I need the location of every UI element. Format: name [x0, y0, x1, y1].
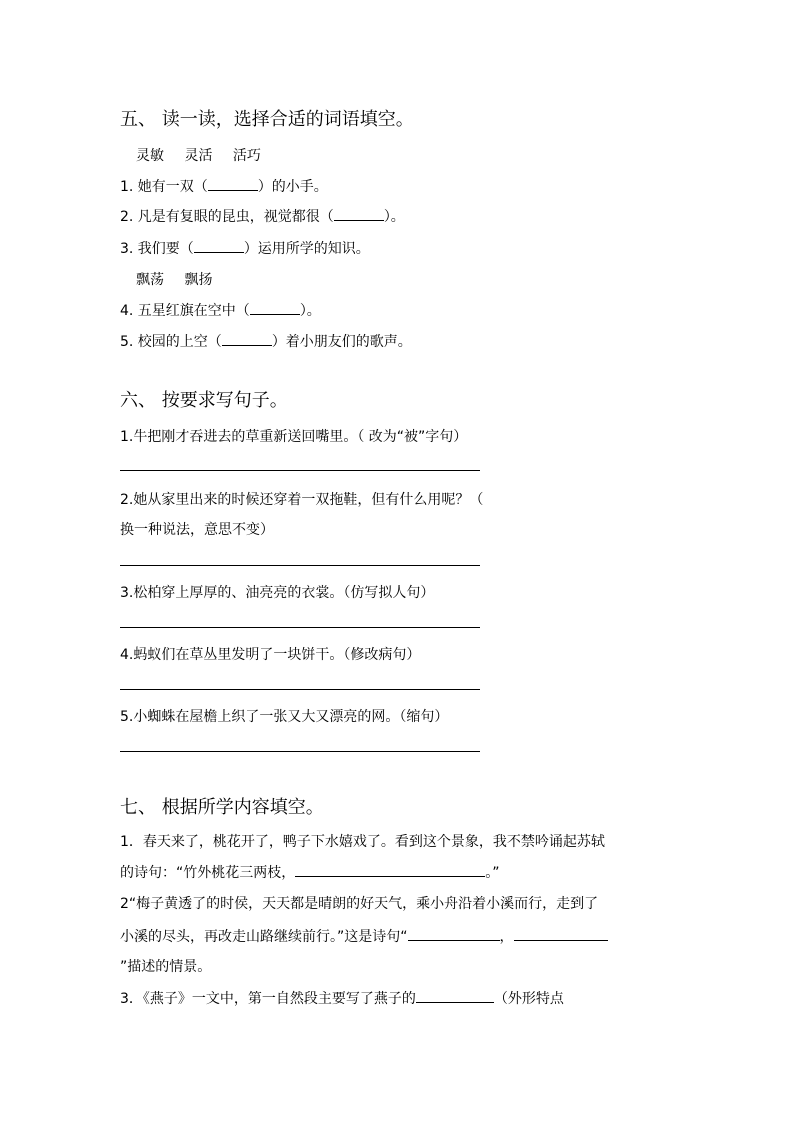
s6-question-4: 4.蚂蚁们在草丛里发明了一块饼干。（修改病句）	[120, 647, 421, 663]
question-text: ）的小手。	[257, 179, 328, 195]
s5-question-3	[120, 238, 370, 258]
word-option: 活巧	[232, 148, 261, 164]
s5-question-5	[120, 331, 412, 351]
question-text: 5. 校园的上空（	[120, 334, 222, 350]
s6-question-3: 3.松柏穿上厚厚的、油亮亮的衣裳。（仿写拟人句）	[120, 585, 435, 601]
question-text: ，	[499, 929, 514, 945]
word-option: 飘扬	[184, 272, 213, 288]
word-options-b	[136, 269, 228, 289]
s7-question-2-line3: ”描述的情景。	[120, 959, 212, 975]
s5-question-4	[120, 300, 321, 320]
question-text: 4. 五星红旗在空中（	[120, 303, 250, 319]
s6-question-1: 1.牛把刚才吞进去的草重新送回嘴里。（ 改为“被”字句）	[120, 429, 468, 445]
answer-line[interactable]	[120, 627, 480, 628]
answer-line[interactable]	[120, 689, 480, 690]
question-text: 3. 我们要（	[120, 241, 194, 257]
question-text: 2. 凡是有复眼的昆虫，视觉都很（	[120, 209, 334, 225]
word-option: 飘荡	[136, 272, 164, 288]
section-7-heading: 七、 根据所学内容填空。	[120, 797, 324, 818]
section-6-heading: 六、 按要求写句子。	[120, 390, 288, 411]
answer-line[interactable]	[120, 470, 480, 471]
s7-question-2-line1: 2“梅子黄透了的时侯，天天都是晴朗的好天气，乘小舟沿着小溪而行，走到了	[120, 896, 599, 912]
answer-line[interactable]	[120, 565, 480, 566]
question-text: 的诗句：“竹外桃花三两枝，	[120, 865, 296, 881]
question-text: 。”	[485, 865, 500, 881]
word-option: 灵活	[184, 148, 213, 164]
question-text: ）着小朋友们的歌声。	[271, 334, 412, 350]
s6-question-2-line1: 2.她从家里出来的时候还穿着一双拖鞋，但有什么用呢？（	[120, 492, 484, 508]
s7-question-1-line2	[120, 862, 500, 882]
question-text: 小溪的尽头，再改走山路继续前行。”这是诗句“	[120, 929, 408, 945]
s5-question-1	[120, 176, 328, 196]
word-options-a	[136, 145, 277, 165]
answer-blank[interactable]	[295, 862, 485, 877]
s6-question-2-line2: 换一种说法，意思不变）	[120, 522, 274, 538]
answer-blank[interactable]	[514, 926, 608, 941]
answer-blank[interactable]	[416, 988, 494, 1003]
question-text: 1. 她有一双（	[120, 179, 208, 195]
question-text: ）运用所学的知识。	[243, 241, 370, 257]
question-text: ）。	[383, 209, 405, 225]
answer-blank[interactable]	[334, 206, 384, 221]
question-text: 3．《燕子》一文中，第一自然段主要写了燕子的	[120, 991, 416, 1007]
s7-question-3	[120, 988, 564, 1008]
question-text: （外形特点	[493, 991, 564, 1007]
answer-blank[interactable]	[194, 238, 244, 253]
s5-question-2	[120, 206, 405, 226]
question-text: ）。	[299, 303, 321, 319]
s7-question-2-line2	[120, 926, 608, 946]
section-5-heading: 五、 读一读，选择合适的词语填空。	[120, 109, 414, 130]
answer-line[interactable]	[120, 751, 480, 752]
answer-blank[interactable]	[250, 300, 300, 315]
s7-question-1-line1: 1．春天来了，桃花开了，鸭子下水嬉戏了。看到这个景象，我不禁吟诵起苏轼	[120, 834, 605, 850]
answer-blank[interactable]	[208, 176, 258, 191]
s6-question-5: 5.小蜘蛛在屋檐上织了一张又大又漂亮的网。（缩句）	[120, 709, 449, 725]
answer-blank[interactable]	[408, 926, 500, 941]
answer-blank[interactable]	[222, 331, 272, 346]
word-option: 灵敏	[136, 148, 164, 164]
